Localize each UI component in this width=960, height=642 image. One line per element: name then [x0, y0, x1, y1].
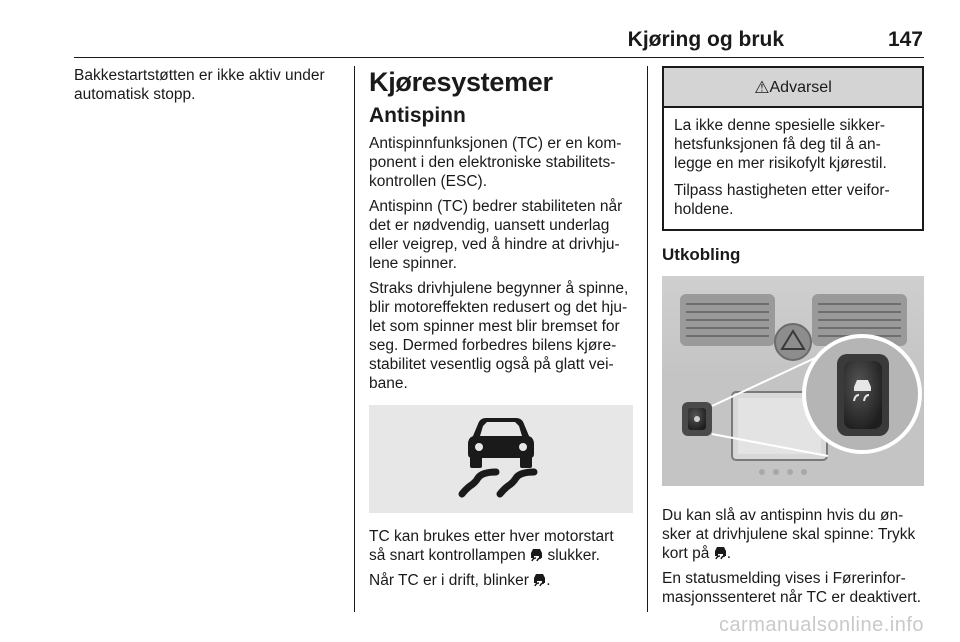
paragraph: TC kan brukes etter hver motorstart så snart kontrollampen slukker. [369, 528, 614, 564]
paragraph: Antispinnfunksjonen (TC) er en kom-ponent i den elektroniske stabilitets-kontrollen (ESC). [369, 135, 622, 190]
page-number: 147 [887, 28, 923, 51]
warning-title: Advarsel [769, 78, 832, 96]
dashboard-tc-button-photo [662, 276, 924, 486]
column-3 [662, 66, 924, 613]
traction-control-illustration [369, 405, 633, 513]
paragraph: En statusmelding vises i Førerinfor-masjonssenteret når TC er deaktivert. [662, 570, 922, 606]
watermark: carmanualsonline.info [718, 614, 924, 636]
column-1 [74, 66, 344, 104]
traction-control-icon [530, 548, 543, 562]
warning-icon: ⚠ [754, 77, 770, 97]
paragraph: Når TC er i drift, blinker . [369, 572, 551, 589]
paragraph: Straks drivhjulene begynner å spinne, blir motoreffekten redusert og det hju-let som spinner mest blir bremset for seg. Dermed forbedres bilens kjøre-stabilitet vesentlig også på glatt vei-bane. [369, 280, 629, 392]
column-divider-2 [647, 66, 648, 612]
section-heading: Kjøresystemer [369, 67, 553, 97]
warning-paragraph: Tilpass hastigheten etter veifor-holdene. [674, 182, 890, 218]
column-divider-1 [354, 66, 355, 612]
column-2 [369, 66, 634, 596]
traction-control-icon [533, 573, 546, 587]
traction-control-icon [714, 546, 727, 560]
warning-paragraph: La ikke denne spesielle sikker-hetsfunksjonen få deg til å an-legge en mer risikofylt kjørestil. [674, 117, 887, 172]
subsection-heading: Utkobling [662, 245, 741, 264]
paragraph: Bakkestartstøtten er ikke aktiv under automatisk stopp. [74, 67, 325, 103]
running-header: Kjøring og bruk [627, 28, 784, 51]
warning-body [664, 108, 922, 229]
subsection-heading: Antispinn [369, 104, 466, 127]
paragraph: Du kan slå av antispinn hvis du øn-sker at drivhjulene skal spinne: Trykk kort på . [662, 507, 916, 562]
warning-box [662, 66, 924, 231]
paragraph: Antispinn (TC) bedrer stabiliteten når det er nødvendig, uansett underlag eller veigrep, ved å hindre at drivhju-lene spinner. [369, 198, 623, 272]
traction-control-icon [456, 416, 546, 502]
header-rule [74, 57, 924, 58]
warning-header [664, 68, 922, 108]
